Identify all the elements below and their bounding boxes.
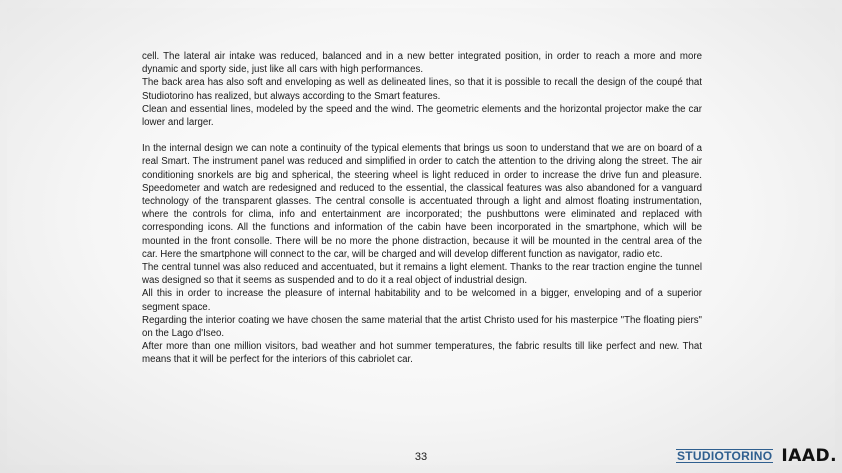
paragraph: All this in order to increase the pleasure of internal habitability and to be welcomed in a bigger, enveloping and of a superior segment space. (142, 288, 702, 313)
iaad-logo: IAAD. (781, 446, 838, 466)
studiotorino-logo: STUDIOTORINO (677, 449, 773, 463)
body-text (142, 50, 702, 367)
paragraph: The central tunnel was also reduced and accentuated, but it remains a light element. Thanks to the rear traction engine the tunnel was designed so that it seems as suspended and to do it a real object of industrial design. (142, 262, 702, 287)
paragraph: The back area has also soft and enveloping as well as delineated lines, so that it is possible to recall the design of the coupé that Studiotorino has realized, but always according to the Smart features. (142, 77, 702, 102)
paragraph: In the internal design we can note a continuity of the typical elements that brings us soon to understand that we are on board of a real Smart. The instrument panel was reduced and simplified in order to catch the attention to the driving along the street. The air conditioning snorkels are big and spherical, the steering wheel is light reduced in order to increase the drive fun and pleasure. Speedometer and watch are redesigned and reduced to the essential, the classical features was also abandoned for a vanguard technology of the transparent glasses. The central consolle is accentuated through a light and almost floating instrumentation, where the controls for clima, info and entertainment are incorporated; the pushbuttons were eliminated and replaced with corresponding icons. All the functions and information of the cabin have been incorporated in the smartphone, which will be mounted in the front consolle. There will be no more the phone distraction, because it will be mounted in the central area of the car. Here the smartphone will connect to the car, will be charged and will develop different function as navigator, radio etc. (142, 143, 702, 260)
page-number: 33 (414, 451, 428, 463)
paragraph: Clean and essential lines, modeled by the speed and the wind. The geometric elements and the horizontal projector make the car lower and larger. (142, 103, 702, 129)
paragraph: cell. The lateral air intake was reduced, balanced and in a new better integrated position, in order to reach a more and more dynamic and sporty side, just like all cars with high performances. (142, 51, 702, 76)
paragraph: After more than one million visitors, bad weather and hot summer temperatures, the fabric results till like perfect and new. That means that it will be perfect for the interiors of this cabriolet car. (142, 341, 702, 366)
footer-logos (676, 445, 837, 467)
paragraph: Regarding the interior coating we have chosen the same material that the artist Christo used for his masterpice "The floating piers" on the Lago d'Iseo. (142, 314, 702, 340)
